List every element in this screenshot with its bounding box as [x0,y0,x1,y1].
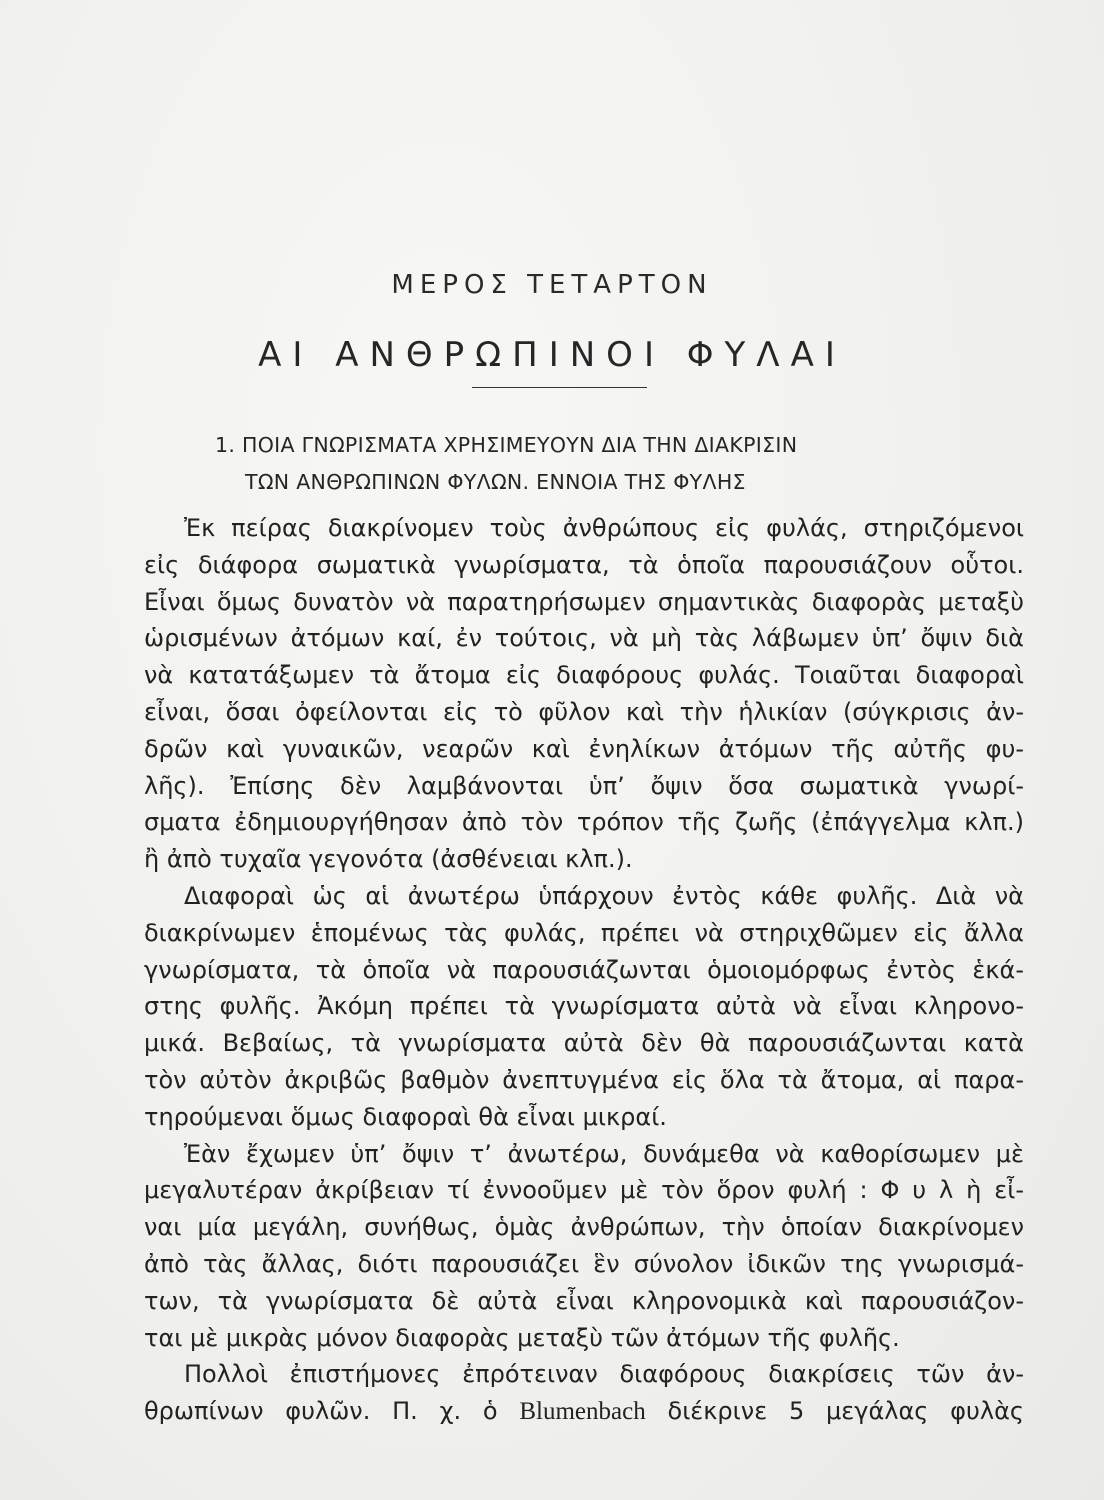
paragraph-line: τὸν αὐτὸν ἀκριβῶς βαθμὸν ἀνεπτυγμένα εἰς ὅλα τὰ ἄτομα, αἱ παρα- [144,1065,1024,1094]
main-title: ΑΙ ΑΝΘΡΩΠΙΝΟΙ ΦΥΛΑΙ [258,335,846,375]
paragraph-line: ἀπὸ τὰς ἄλλας, διότι παρουσιάζει ἓν σύνολον ἰδικῶν της γνωρισμά- [144,1249,1024,1278]
part-title: ΜΕΡΟΣ ΤΕΤΑΡΤΟΝ [391,270,713,300]
section-heading-line: ΤΩΝ ΑΝΘΡΩΠΙΝΩΝ ΦΥΛΩΝ. ΕΝΝΟΙΑ ΤΗΣ ΦΥΛΗΣ [245,470,746,494]
paragraph-line: δρῶν καὶ γυναικῶν, νεαρῶν καὶ ἐνηλίκων ἀτόμων τῆς αὐτῆς φυ- [144,734,1024,763]
paragraph-line: Πολλοὶ ἐπιστήμονες ἐπρότειναν διαφόρους διακρίσεις τῶν ἀν- [184,1360,1024,1389]
paragraph-line: Διαφοραὶ ὡς αἱ ἀνωτέρω ὑπάρχουν ἐντὸς κάθε φυλῆς. Διὰ νὰ [184,881,1024,910]
paragraph-line: εἶναι, ὅσαι ὀφείλονται εἰς τὸ φῦλον καὶ τὴν ἡλικίαν (σύγκρισις ἀν- [144,697,1024,726]
paragraph-line: ται μὲ μικρὰς μόνον διαφορὰς μεταξὺ τῶν ἀτόμων τῆς φυλῆς. [144,1323,900,1352]
author-name: Blumenbach [519,1398,646,1426]
paragraph-line: λῆς). Ἐπίσης δὲν λαμβάνονται ὑπ’ ὄψιν ὅσα σωματικὰ γνωρί- [144,771,1024,800]
paragraph-line: ὡρισμένων ἀτόμων καί, ἐν τούτοις, νὰ μὴ τὰς λάβωμεν ὑπ’ ὄψιν διὰ [144,624,1024,653]
paragraph-line: διακρίνωμεν ἑπομένως τὰς φυλάς, πρέπει νὰ στηριχθῶμεν εἰς ἄλλα [144,918,1024,947]
paragraph-line: Ἐὰν ἔχωμεν ὑπ’ ὄψιν τ’ ἀνωτέρω, δυνάμεθα νὰ καθορίσωμεν μὲ [184,1139,1024,1168]
paragraph-line: εἰς διάφορα σωματικὰ γνωρίσματα, τὰ ὁποῖα παρουσιάζουν οὗτοι. [144,550,1024,579]
section-heading-line: 1. ΠΟΙΑ ΓΝΩΡΙΣΜΑΤΑ ΧΡΗΣΙΜΕΥΟΥΝ ΔΙΑ ΤΗΝ ΔΙΑΚΡΙΣΙΝ [215,433,798,457]
last-line-end: διέκρινε 5 μεγάλας φυλὰς [645,1397,1025,1426]
last-line-start: θρωπίνων φυλῶν. Π. χ. ὁ [144,1397,520,1426]
title-divider [472,387,647,388]
paragraph-line: τηρούμεναι ὅμως διαφοραὶ θὰ εἶναι μικραί. [144,1102,667,1131]
paragraph-line: ναι μία μεγάλη, συνήθως, ὁμὰς ἀνθρώπων, τὴν ὁποίαν διακρίνομεν [144,1213,1024,1242]
paragraph-line: των, τὰ γνωρίσματα δὲ αὐτὰ εἶναι κληρονομικὰ καὶ παρουσιάζον- [144,1286,1024,1315]
paragraph-line: σματα ἐδημιουργήθησαν ἀπὸ τὸν τρόπον τῆς ζωῆς (ἐπάγγελμα κλπ.) [144,808,1024,837]
paragraph-line: στης φυλῆς. Ἀκόμη πρέπει τὰ γνωρίσματα αὐτὰ νὰ εἶναι κληρονο- [144,992,1024,1021]
paragraph-line: μεγαλυτέραν ἀκρίβειαν τί ἐννοοῦμεν μὲ τὸν ὅρον φυλή : Φ υ λ ὴ εἶ- [144,1176,1024,1205]
paragraph-line: νὰ κατατάξωμεν τὰ ἄτομα εἰς διαφόρους φυλάς. Τοιαῦται διαφοραὶ [144,661,1024,690]
body-text [144,510,1024,1430]
paragraph-line: ἢ ἀπὸ τυχαῖα γεγονότα (ἀσθένειαι κλπ.). [144,845,633,874]
paragraph-line: μικά. Βεβαίως, τὰ γνωρίσματα αὐτὰ δὲν θὰ παρουσιάζωνται κατὰ [144,1029,1024,1058]
paragraph-line: γνωρίσματα, τὰ ὁποῖα νὰ παρουσιάζωνται ὁμοιομόρφως ἐντὸς ἑκά- [144,955,1024,984]
paragraph-line: Ἐκ πείρας διακρίνομεν τοὺς ἀνθρώπους εἰς φυλάς, στηριζόμενοι [184,514,1024,542]
section-heading [205,427,945,501]
paragraph-line: Εἶναι ὅμως δυνατὸν νὰ παρατηρήσωμεν σημαντικὰς διαφορὰς μεταξὺ [144,587,1024,616]
paragraph-line-last [144,1393,1024,1430]
